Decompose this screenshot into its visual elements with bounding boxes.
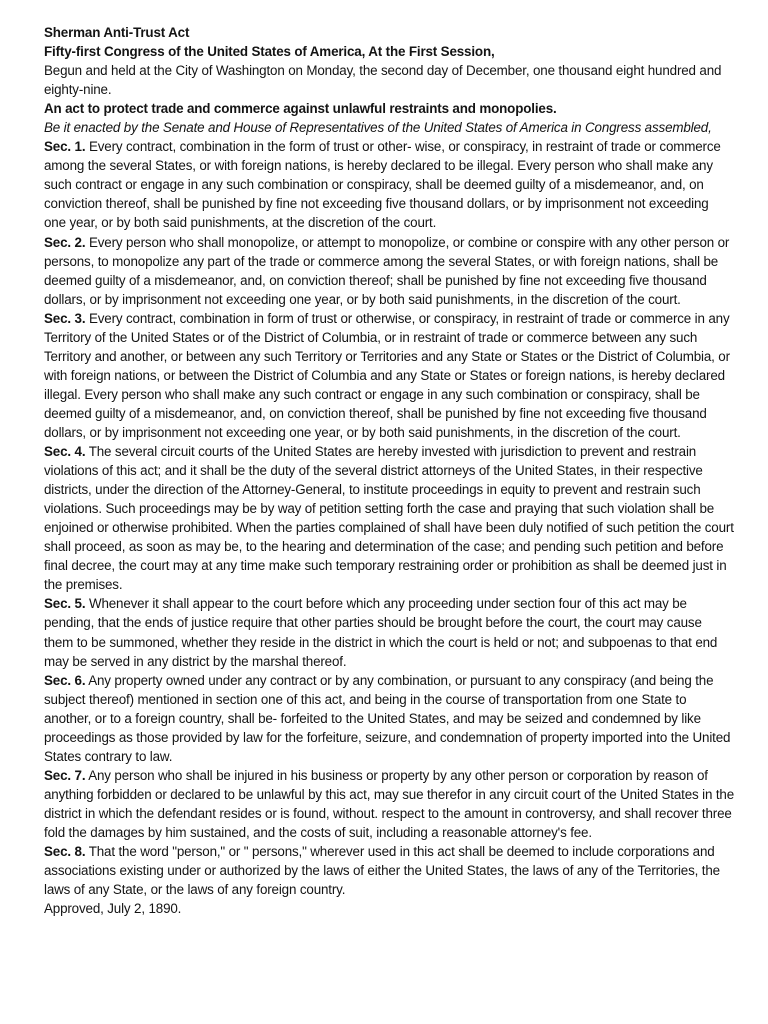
section-text: That the word "person," or " persons," wherever used in this act shall be deemed to include corporations and associations existing under or authorized by the laws of either the United States, the laws of any of the Territories, the laws of any State, or the laws of any foreign country.	[44, 844, 720, 898]
section-label: Sec. 2.	[44, 234, 86, 250]
section-5	[44, 594, 734, 670]
section-1	[44, 137, 734, 232]
document-title: Sherman Anti-Trust Act	[44, 25, 190, 40]
section-label: Sec. 7.	[44, 767, 86, 783]
begun-line: Begun and held at the City of Washington on Monday, the second day of December, one thousand eight hundred and eighty-nine.	[44, 63, 722, 98]
enacting-clause: Be it enacted by the Senate and House of Representatives of the United States of America in Congress assembled,	[44, 120, 712, 136]
section-3	[44, 309, 734, 442]
section-7	[44, 766, 734, 842]
section-text: Whenever it shall appear to the court before which any proceeding under section four of this act may be pending, that the ends of justice require that other parties should be brought before the court, the court may cause them to be summoned, whether they reside in the district in which the court is held or not; and subpoenas to that end may be served in any district by the marshal thereof.	[44, 596, 718, 669]
document-page	[44, 23, 734, 918]
section-text: Every person who shall monopolize, or attempt to monopolize, or combine or conspire with any other person or persons, to monopolize any part of the trade or commerce among the several States, or with foreign nations, shall be deemed guilty of a misdemeanor, and, on conviction thereof; shall be punished by fine not exceeding five thousand dollars, or by imprisonment not exceeding one year, or by both said punishments, in the discretion of the court.	[44, 234, 730, 307]
section-2	[44, 233, 734, 309]
section-text: Every contract, combination in form of trust or otherwise, or conspiracy, in restraint of trade or commerce in any Territory of the United States or of the District of Columbia, or in restraint of trade or commerce between any such Territory and another, or between any such Territory or Territories and any State or States or the District of Columbia, or with foreign nations, or between the District of Columbia and any State or States or foreign nations, is hereby declared illegal. Every person who shall make any such contract or engage in any such combination or conspiracy, shall be deemed guilty of a misdemeanor, and, on conviction thereof, shall be punished by fine not exceeding five thousand dollars, or by imprisonment not exceeding one year, or by both said punishments, in the discretion of the court.	[44, 310, 730, 440]
section-label: Sec. 1.	[44, 139, 86, 155]
section-4	[44, 442, 734, 594]
congress-line: Fifty-first Congress of the United States of America, At the First Session,	[44, 44, 495, 60]
section-label: Sec. 3.	[44, 310, 86, 326]
section-label: Sec. 8.	[44, 844, 86, 860]
section-text: Any person who shall be injured in his business or property by any other person or corporation by reason of anything forbidden or declared to be unlawful by this act, may sue therefor in any circuit court of the United States in the district in which the defendant resides or is found, without. respect to the amount in controversy, and shall recover three fold the damages by him sustained, and the costs of suit, including a reasonable attorney's fee.	[44, 767, 735, 840]
section-label: Sec. 6.	[44, 672, 86, 688]
section-label: Sec. 5.	[44, 596, 86, 612]
section-6	[44, 671, 734, 766]
approved-line: Approved, July 2, 1890.	[44, 901, 182, 917]
section-text: Every contract, combination in the form of trust or other- wise, or conspiracy, in restraint of trade or commerce among the several States, or with foreign nations, is hereby declared to be illegal. Every person who shall make any such contract or engage in any such combination or conspiracy, shall be deemed guilty of a misdemeanor, and, on conviction thereof, shall be punished by fine not exceeding five thousand dollars, or by imprisonment not exceeding one year, or by both said punishments, at the discretion of the court.	[44, 139, 721, 231]
section-8	[44, 842, 734, 899]
section-text: Any property owned under any contract or by any combination, or pursuant to any conspiracy (and being the subject thereof) mentioned in section one of this act, and being in the course of transportation from one State to another, or to a foreign country, shall be- forfeited to the United States, and may be seized and condemned by like proceedings as those provided by law for the forfeiture, seizure, and condemnation of property imported into the United States contrary to law.	[44, 672, 731, 764]
section-label: Sec. 4.	[44, 444, 86, 460]
act-title: An act to protect trade and commerce against unlawful restraints and monopolies.	[44, 101, 557, 117]
section-text: The several circuit courts of the United States are hereby invested with jurisdiction to prevent and restrain violations of this act; and it shall be the duty of the several district attorneys of the United States, in their respective districts, under the direction of the Attorney-General, to institute proceedings in equity to prevent and restrain such violations. Such proceedings may be by way of petition setting forth the case and praying that such violation shall be enjoined or otherwise prohibited. When the parties complained of shall have been duly notified of such petition the court shall proceed, as soon as may be, to the hearing and determination of the case; and pending such petition and before final decree, the court may at any time make such temporary restraining order or prohibition as shall be deemed just in the premises.	[44, 444, 734, 593]
